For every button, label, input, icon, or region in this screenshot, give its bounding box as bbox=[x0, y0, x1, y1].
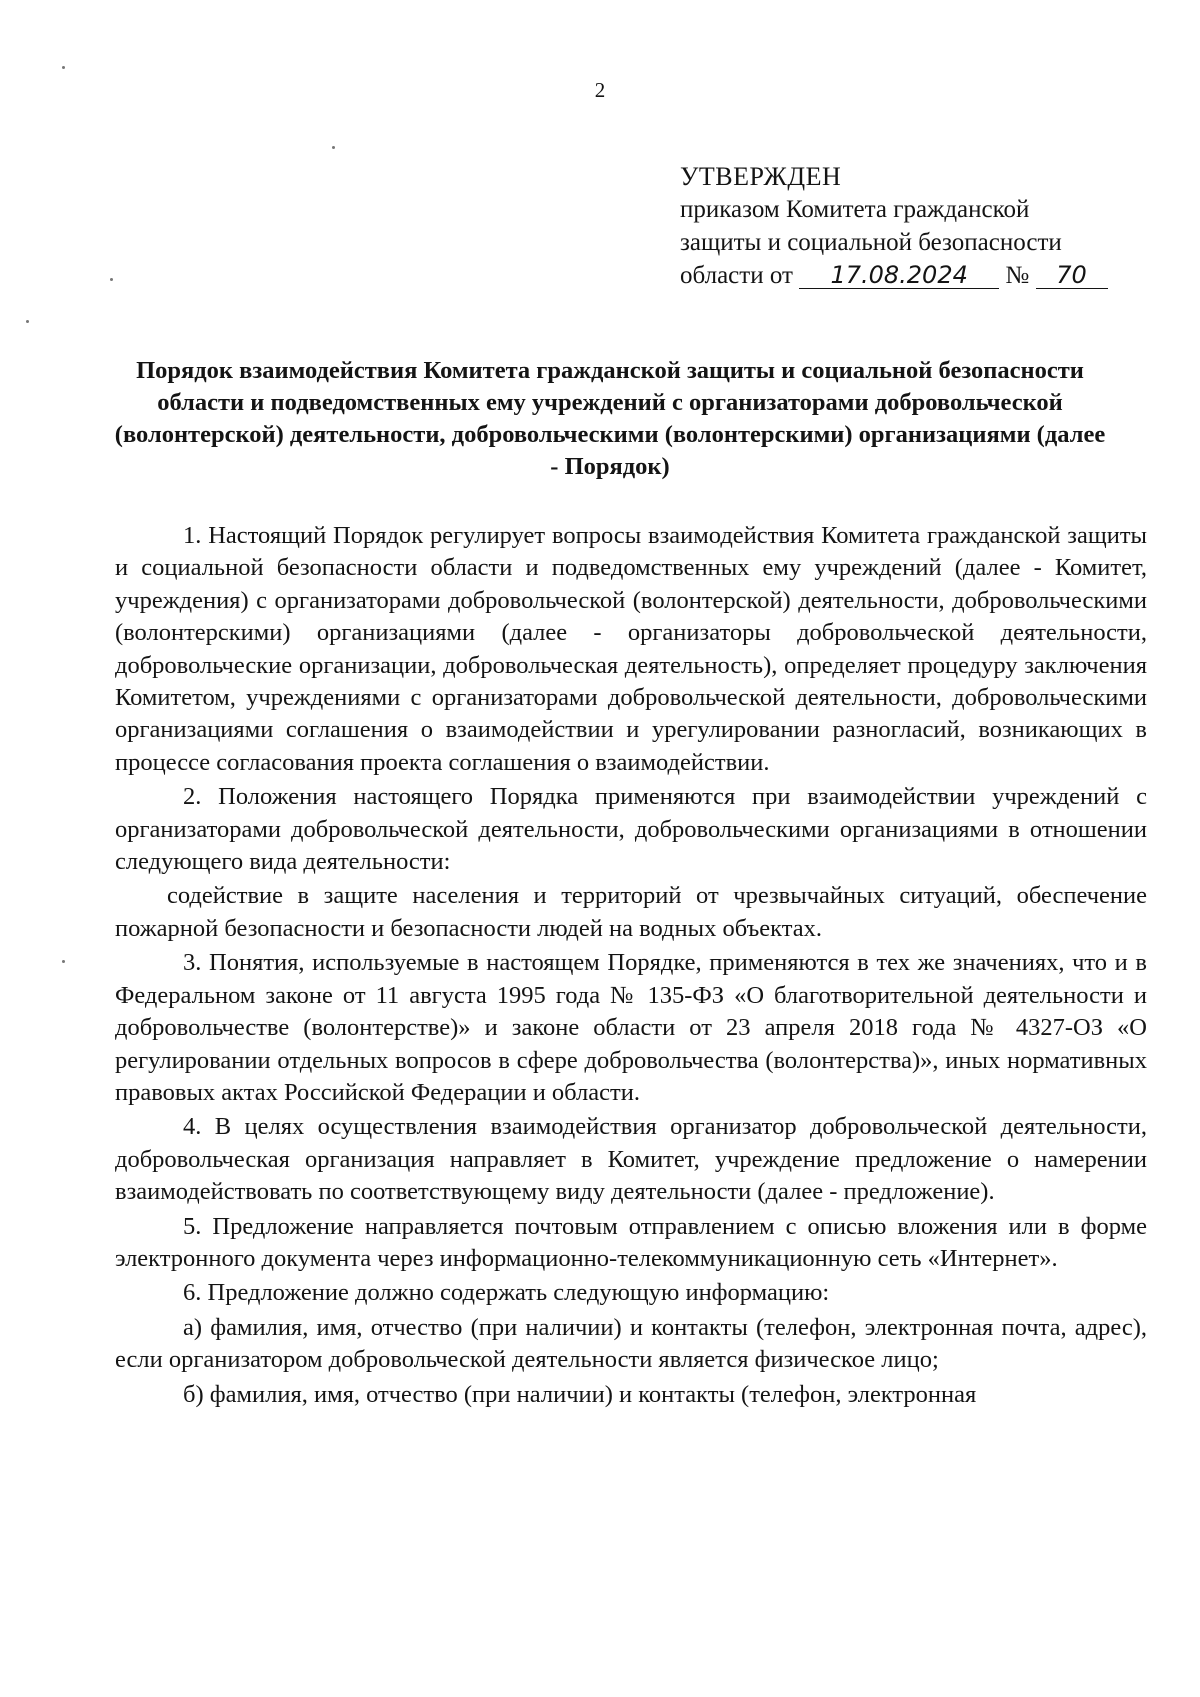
page-number: 2 bbox=[594, 78, 606, 102]
approval-line-1: приказом Комитета гражданской bbox=[680, 196, 1030, 223]
paragraph-2: 2. Положения настоящего Порядка применяются при взаимодействии учреждений с организаторами добровольческой деятельности, добровольческими организациями в отношении следующего вида деятельности: bbox=[115, 783, 1147, 876]
document-title: Порядок взаимодействия Комитета гражданской защиты и социальной безопасности области и подведомственных ему учреждений с организаторами добровольческой (волонтерской) деятельности, добровольческими (волонтерскими) организациями (далее - Порядок) bbox=[114, 357, 1106, 480]
number-sign: № bbox=[1005, 262, 1030, 289]
paragraph-6: 6. Предложение должно содержать следующую информацию: bbox=[183, 1279, 830, 1307]
scan-speck bbox=[62, 66, 65, 69]
paragraph-1: 1. Настоящий Порядок регулирует вопросы взаимодействия Комитета гражданской защиты и социальной безопасности области и подведомственных ему учреждений (далее - Комитет, учреждения) с организаторами добровольческой (волонтерской) деятельности, добровольческими (волонтерскими) организациями (далее - организаторы добровольческой деятельности, добровольческие организации, добровольческая деятельность), определяет процедуру заключения Комитетом, учреждениями с организаторами добровольческой деятельности, добровольческими организациями соглашения о взаимодействии и урегулировании разногласий, возникающих в процессе согласования проекта соглашения о взаимодействии. bbox=[115, 522, 1147, 776]
approval-line-2: защиты и социальной безопасности bbox=[680, 229, 1062, 256]
paragraph-4: 4. В целях осуществления взаимодействия организатор добровольческой деятельности, добровольческая организация направляет в Комитет, учреждение предложение о намерении взаимодействовать по соответствующему виду деятельности (далее - предложение). bbox=[115, 1113, 1147, 1206]
scan-speck bbox=[110, 278, 113, 281]
approval-date-prefix: области от bbox=[680, 262, 793, 289]
scan-speck bbox=[62, 960, 65, 963]
approval-line-3 bbox=[680, 259, 1140, 292]
approval-stamp-block bbox=[680, 160, 1140, 292]
handwritten-date: 17.08.2024 bbox=[799, 262, 999, 289]
paragraph-6b: б) фамилия, имя, отчество (при наличии) и контакты (телефон, электронная bbox=[183, 1380, 977, 1408]
approval-heading: УТВЕРЖДЕН bbox=[680, 162, 842, 191]
scan-speck bbox=[26, 320, 29, 323]
document-body bbox=[115, 520, 1147, 1413]
paragraph-5: 5. Предложение направляется почтовым отправлением с описью вложения или в форме электронного документа через информационно-телекоммуникационную сеть «Интернет». bbox=[115, 1212, 1147, 1272]
paragraph-6a: а) фамилия, имя, отчество (при наличии) и контакты (телефон, электронная почта, адрес), если организатором добровольческой деятельности является физическое лицо; bbox=[115, 1313, 1147, 1374]
scan-speck bbox=[332, 146, 335, 149]
paragraph-2-activity: содействие в защите населения и территорий от чрезвычайных ситуаций, обеспечение пожарной безопасности и безопасности людей на водных объектах. bbox=[115, 882, 1147, 942]
handwritten-order-number: 70 bbox=[1036, 262, 1108, 289]
paragraph-3: 3. Понятия, используемые в настоящем Порядке, применяются в тех же значениях, что и в Федеральном законе от 11 августа 1995 года № 135-ФЗ «О благотворительной деятельности и добровольчестве (волонтерстве)» и законе области от 23 апреля 2018 года № 4327-ОЗ «О регулировании отдельных вопросов в сфере добровольчества (волонтерства)», иных нормативных правовых актах Российской Федерации и области. bbox=[115, 949, 1147, 1106]
